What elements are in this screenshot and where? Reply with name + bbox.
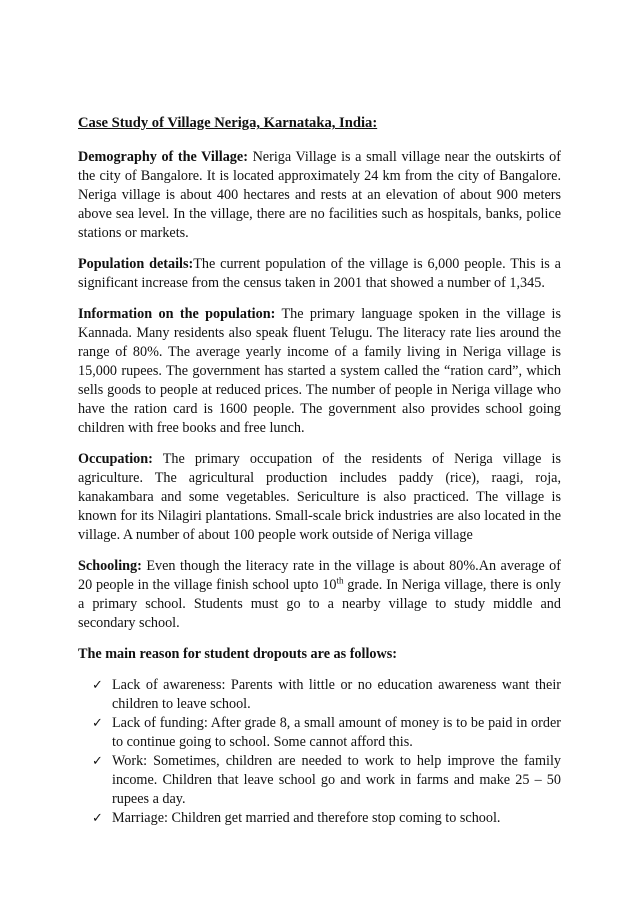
list-item [92, 714, 561, 752]
dropouts-list [78, 676, 561, 828]
list-item-text: Lack of funding: After grade 8, a small amount of money is to be paid in order to continue going to school. Some cannot afford this. [112, 715, 561, 750]
section-text: The primary language spoken in the village is Kannada. Many residents also speak fluent Telugu. The literacy rate lies around the range of 80%. The average yearly income of a family living in Neriga village is 15,000 rupees. The government has started a system called the “ration card”, which sells goods to people at reduced prices. The number of people in Neriga village who have the ration card is 1600 people. The government also provides school going children with free books and free lunch. [78, 306, 561, 436]
list-item-text: Marriage: Children get married and therefore stop coming to school. [112, 810, 501, 826]
list-item [92, 676, 561, 714]
document-title: Case Study of Village Neriga, Karnataka, India: [78, 115, 378, 131]
section-occupation [78, 450, 561, 545]
checkmark-icon: ✓ [92, 754, 103, 769]
section-schooling [78, 557, 561, 633]
section-label: Schooling: [78, 558, 142, 574]
section-label: Demography of the Village: [78, 149, 248, 165]
superscript: th [336, 575, 344, 586]
document-body [78, 114, 561, 828]
section-text: The current population of the village is 6,000 people. This is a significant increase from the census taken in 2001 that showed a number of 1,345. [78, 256, 561, 291]
section-population-information [78, 305, 561, 438]
section-text: Even though the literacy rate in the village is about 80%.An average of 20 people in the village finish school upto 10 [78, 558, 561, 593]
list-item-text: Lack of awareness: Parents with little or no education awareness want their children to leave school. [112, 677, 561, 712]
section-population-details [78, 255, 561, 293]
checkmark-icon: ✓ [92, 716, 103, 731]
list-item [92, 752, 561, 809]
section-label: Information on the population: [78, 306, 276, 322]
section-text: Neriga Village is a small village near the outskirts of the city of Bangalore. It is located approximately 24 km from the city of Bangalore. Neriga village is about 400 hectares and rests at an elevation of about 900 meters above sea level. In the village, there are no facilities such as hospitals, banks, police stations or markets. [78, 149, 562, 241]
section-label: Occupation: [78, 451, 153, 467]
dropouts-heading: The main reason for student dropouts are as follows: [78, 646, 397, 662]
section-label: Population details: [78, 256, 194, 272]
list-item [92, 809, 561, 828]
section-demography [78, 148, 561, 243]
list-item-text: Work: Sometimes, children are needed to work to help improve the family income. Children that leave school go and work in farms and make 25 – 50 rupees a day. [112, 753, 561, 807]
section-text: grade. In Neriga village, there is only a primary school. Students must go to a nearby village to study middle and secondary school. [78, 577, 561, 631]
section-text: The primary occupation of the residents of Neriga village is agriculture. The agricultural production includes paddy (rice), raagi, roja, kanakambara and some vegetables. Sericulture is also practiced. The village is known for its Nilagiri plantations. Small-scale brick industries are also located in the village. A number of about 100 people work outside of Neriga village [78, 451, 561, 543]
checkmark-icon: ✓ [92, 811, 103, 826]
checkmark-icon: ✓ [92, 678, 103, 693]
